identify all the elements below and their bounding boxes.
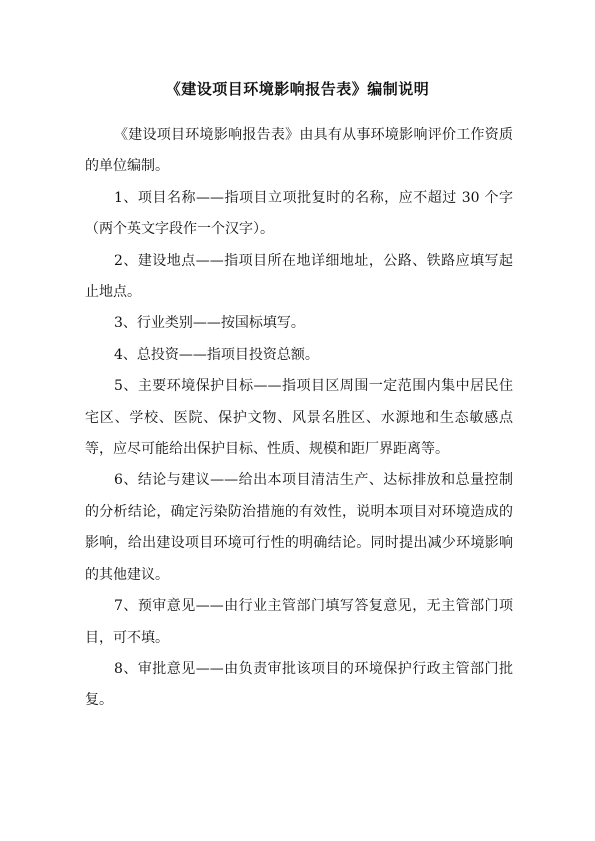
paragraph-approval: 8、审批意见——由负责审批该项目的环境保护行政主管部门批复。 <box>85 660 513 709</box>
paragraph-construction-site: 2、建设地点——指项目所在地详细地址，公路、铁路应填写起止地点。 <box>85 252 513 301</box>
document-body <box>85 120 513 717</box>
document-title: 《建设项目环境影响报告表》编制说明 <box>165 80 430 98</box>
paragraph-protection-targets: 5、主要环境保护目标——指项目区周围一定范围内集中居民住宅区、学校、医院、保护文物、风景名胜区、水源地和生态敏感点等，应尽可能给出保护目标、性质、规模和距厂界距离等。 <box>85 378 513 458</box>
paragraph-project-name: 1、项目名称——指项目立项批复时的名称，应不超过 30 个字（两个英文字段作一个汉字）。 <box>85 189 513 238</box>
paragraph-conclusions: 6、结论与建议——给出本项目清洁生产、达标排放和总量控制的分析结论，确定污染防治措施的有效性，说明本项目对环境造成的影响，给出建设项目环境可行性的明确结论。同时提出减少环境影响的其他建议。 <box>85 472 513 583</box>
paragraph-industry-category: 3、行业类别——按国标填写。 <box>114 315 305 332</box>
paragraph-total-investment: 4、总投资——指项目投资总额。 <box>114 346 319 363</box>
paragraph-intro: 《建设项目环境影响报告表》由具有从事环境影响评价工作资质的单位编制。 <box>85 127 513 175</box>
paragraph-pre-review: 7、预审意见——由行业主管部门填写答复意见，无主管部门项目，可不填。 <box>85 598 513 646</box>
